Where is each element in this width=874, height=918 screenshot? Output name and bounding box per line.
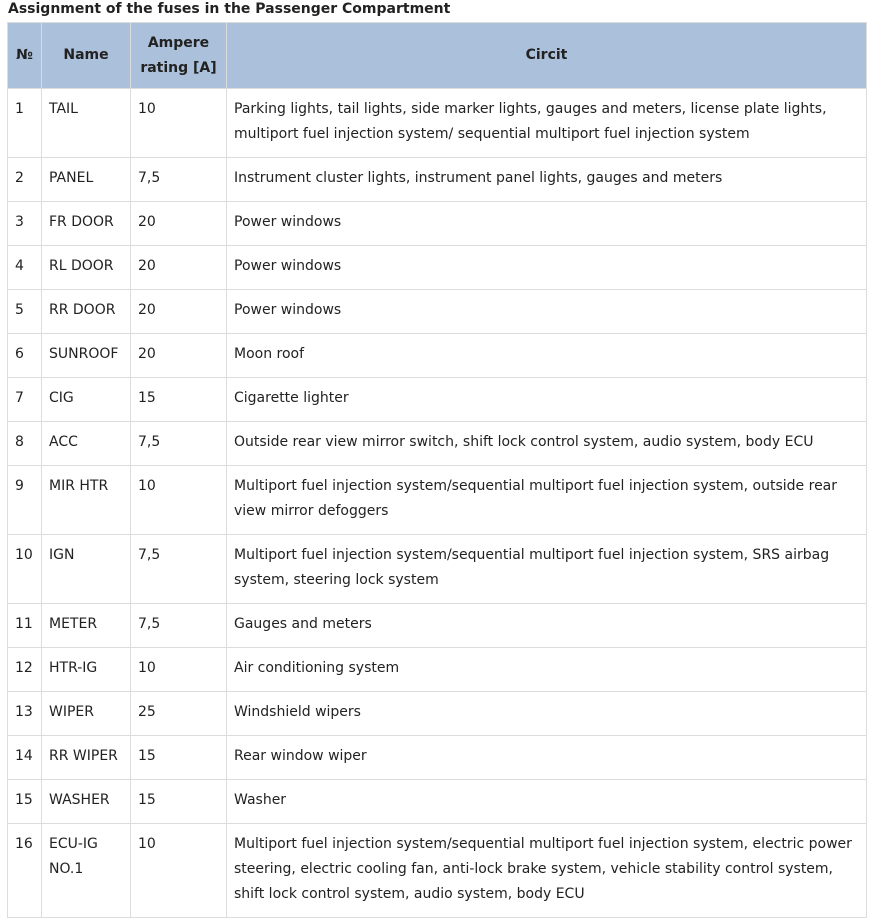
cell-circuit: Windshield wipers xyxy=(227,692,867,736)
table-row xyxy=(8,535,867,604)
cell-circuit: Instrument cluster lights, instrument panel lights, gauges and meters xyxy=(227,158,867,202)
cell-circuit: Moon roof xyxy=(227,334,867,378)
cell-ampere: 15 xyxy=(131,780,227,824)
cell-ampere: 15 xyxy=(131,378,227,422)
cell-ampere: 7,5 xyxy=(131,535,227,604)
cell-name: IGN xyxy=(42,535,131,604)
cell-number: 14 xyxy=(8,736,42,780)
cell-name: WIPER xyxy=(42,692,131,736)
cell-number: 5 xyxy=(8,290,42,334)
table-row xyxy=(8,378,867,422)
header-ampere-rating xyxy=(131,23,227,89)
cell-ampere: 7,5 xyxy=(131,422,227,466)
cell-circuit: Air conditioning system xyxy=(227,648,867,692)
cell-name: PANEL xyxy=(42,158,131,202)
cell-name: HTR-IG xyxy=(42,648,131,692)
table-row xyxy=(8,202,867,246)
cell-circuit: Cigarette lighter xyxy=(227,378,867,422)
cell-name: ECU-IG NO.1 xyxy=(42,824,131,918)
cell-circuit: Gauges and meters xyxy=(227,604,867,648)
cell-ampere: 10 xyxy=(131,89,227,158)
fuse-table-body xyxy=(8,89,867,918)
cell-ampere: 20 xyxy=(131,202,227,246)
cell-number: 7 xyxy=(8,378,42,422)
table-row xyxy=(8,692,867,736)
cell-number: 1 xyxy=(8,89,42,158)
cell-ampere: 20 xyxy=(131,246,227,290)
cell-ampere: 10 xyxy=(131,648,227,692)
cell-ampere: 7,5 xyxy=(131,158,227,202)
cell-number: 11 xyxy=(8,604,42,648)
cell-ampere: 10 xyxy=(131,466,227,535)
cell-number: 2 xyxy=(8,158,42,202)
cell-number: 9 xyxy=(8,466,42,535)
fuse-table-header xyxy=(8,23,867,89)
cell-ampere: 7,5 xyxy=(131,604,227,648)
cell-name: MIR HTR xyxy=(42,466,131,535)
header-circuit: Circit xyxy=(227,23,867,89)
cell-number: 13 xyxy=(8,692,42,736)
cell-name: ACC xyxy=(42,422,131,466)
cell-circuit: Rear window wiper xyxy=(227,736,867,780)
table-row xyxy=(8,466,867,535)
cell-ampere: 20 xyxy=(131,290,227,334)
cell-ampere: 10 xyxy=(131,824,227,918)
table-row xyxy=(8,780,867,824)
cell-number: 8 xyxy=(8,422,42,466)
cell-name: METER xyxy=(42,604,131,648)
table-row xyxy=(8,604,867,648)
cell-circuit: Parking lights, tail lights, side marker lights, gauges and meters, license plate lights, multiport fuel injection system/ sequential multiport fuel injection system xyxy=(227,89,867,158)
table-row xyxy=(8,422,867,466)
table-row xyxy=(8,334,867,378)
cell-circuit: Outside rear view mirror switch, shift lock control system, audio system, body ECU xyxy=(227,422,867,466)
cell-ampere: 20 xyxy=(131,334,227,378)
cell-name: FR DOOR xyxy=(42,202,131,246)
header-number: № xyxy=(8,23,42,89)
table-row xyxy=(8,290,867,334)
cell-number: 15 xyxy=(8,780,42,824)
table-row xyxy=(8,824,867,918)
table-row xyxy=(8,648,867,692)
table-row xyxy=(8,89,867,158)
header-ampere-line1: Ampere xyxy=(147,34,210,51)
cell-ampere: 15 xyxy=(131,736,227,780)
cell-circuit: Washer xyxy=(227,780,867,824)
cell-circuit: Power windows xyxy=(227,290,867,334)
cell-number: 6 xyxy=(8,334,42,378)
cell-circuit: Multiport fuel injection system/sequential multiport fuel injection system, outside rear view mirror defoggers xyxy=(227,466,867,535)
cell-number: 12 xyxy=(8,648,42,692)
cell-number: 16 xyxy=(8,824,42,918)
cell-number: 10 xyxy=(8,535,42,604)
table-row xyxy=(8,246,867,290)
table-row xyxy=(8,158,867,202)
cell-name: WASHER xyxy=(42,780,131,824)
header-row xyxy=(8,23,867,89)
cell-name: CIG xyxy=(42,378,131,422)
cell-name: RR WIPER xyxy=(42,736,131,780)
cell-name: TAIL xyxy=(42,89,131,158)
table-row xyxy=(8,736,867,780)
cell-name: RR DOOR xyxy=(42,290,131,334)
cell-circuit: Multiport fuel injection system/sequential multiport fuel injection system, SRS airbag system, steering lock system xyxy=(227,535,867,604)
cell-circuit: Power windows xyxy=(227,202,867,246)
table-caption: Assignment of the fuses in the Passenger Compartment xyxy=(8,1,451,17)
cell-name: SUNROOF xyxy=(42,334,131,378)
cell-circuit: Power windows xyxy=(227,246,867,290)
header-ampere-line2: rating [A] xyxy=(140,59,217,76)
cell-name: RL DOOR xyxy=(42,246,131,290)
header-name: Name xyxy=(42,23,131,89)
cell-number: 3 xyxy=(8,202,42,246)
cell-circuit: Multiport fuel injection system/sequential multiport fuel injection system, electric power steering, electric cooling fan, anti-lock brake system, vehicle stability control system, shift lock control system, audio system, body ECU xyxy=(227,824,867,918)
cell-ampere: 25 xyxy=(131,692,227,736)
cell-number: 4 xyxy=(8,246,42,290)
fuse-table xyxy=(7,22,867,918)
